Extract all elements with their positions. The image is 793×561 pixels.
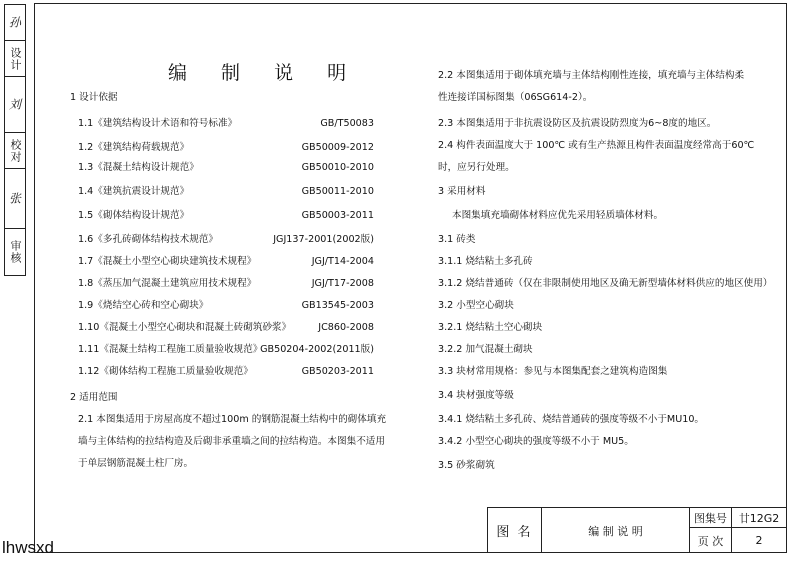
standard-code: GB50203-2011 <box>301 366 374 377</box>
left-line: 墙与主体结构的拉结构造及后砌非承重墙之间的拉结构造。本图集不适用 <box>78 436 385 447</box>
drawing-name-label: 图 名 <box>488 508 542 553</box>
reviewer-signature: 张 <box>7 192 22 205</box>
right-line: 3.1.2 烧结普通砖（仅在非限制使用地区及确无新型墙体材料供应的地区使用） <box>438 278 773 289</box>
right-line: 2.3 本图集适用于非抗震设防区及抗震设防烈度为6~8度的地区。 <box>438 118 717 129</box>
standard-code: GB50003-2011 <box>301 210 374 221</box>
standard-code: JGJ/T17-2008 <box>311 278 374 289</box>
designer-label: 设计 <box>9 46 22 71</box>
right-line: 3.2 小型空心砌块 <box>438 300 514 311</box>
standard-code: GB50204-2002(2011版) <box>260 344 374 355</box>
checker-signature: 刘 <box>7 98 22 111</box>
right-line: 2.2 本图集适用于砌体填充墙与主体结构刚性连接，填充墙与主体结构柔 <box>438 70 745 81</box>
left-line: 1.10《混凝土小型空心砌块和混凝土砖砌筑砂浆》 <box>78 322 292 333</box>
signature-strip <box>4 4 26 276</box>
left-line: 1.11《混凝土结构工程施工质量验收规范》 <box>78 344 263 355</box>
left-line: 1.9《烧结空心砖和空心砌块》 <box>78 300 209 311</box>
left-line: 2.1 本图集适用于房屋高度不超过100m 的钢筋混凝土结构中的砌体填充 <box>78 414 387 425</box>
right-line: 3 采用材料 <box>438 186 486 197</box>
left-line: 于单层钢筋混凝土柱厂房。 <box>78 458 194 469</box>
right-line: 3.4.2 小型空心砌块的强度等级不小于 MU5。 <box>438 436 634 447</box>
designer-signature: 孙 <box>7 16 22 29</box>
page-number-value: 2 <box>755 534 763 547</box>
standard-code: JC860-2008 <box>318 322 374 333</box>
page-title: 编 制 说 明 <box>168 62 361 84</box>
right-line: 时，应另行处理。 <box>438 162 515 173</box>
right-line: 性连接详国标图集（06SG614-2）。 <box>438 92 593 103</box>
standard-code: GB50011-2010 <box>301 186 374 197</box>
checker-label: 校对 <box>9 138 22 163</box>
standard-code: GB50010-2010 <box>301 162 374 173</box>
right-line: 3.4.1 烧结粘土多孔砖、烧结普通砖的强度等级不小于MU10。 <box>438 414 705 425</box>
right-line: 3.1 砖类 <box>438 234 476 245</box>
standard-code: GB/T50083 <box>320 118 374 129</box>
left-line: 1.1《建筑结构设计术语和符号标准》 <box>78 118 238 129</box>
standard-code: JGJ/T14-2004 <box>311 256 374 267</box>
right-line: 3.1.1 烧结粘土多孔砖 <box>438 256 533 267</box>
right-line: 3.2.2 加气混凝土砌块 <box>438 344 533 355</box>
right-line: 3.3 块材常用规格：参见与本图集配套之建筑构造图集 <box>438 366 668 377</box>
left-line: 1.2《建筑结构荷载规范》 <box>78 142 190 153</box>
standard-code: GB13545-2003 <box>301 300 374 311</box>
author-watermark: lhwsxd <box>2 538 54 557</box>
right-line: 3.2.1 烧结粘土空心砌块 <box>438 322 543 333</box>
left-line: 1.8《蒸压加气混凝土建筑应用技术规程》 <box>78 278 257 289</box>
atlas-number-label: 图集号 <box>690 508 732 528</box>
left-line: 1.3《混凝土结构设计规范》 <box>78 162 199 173</box>
right-line: 2.4 构件表面温度大于 100℃ 或有生产热源且构件表面温度经常高于60℃ <box>438 140 755 151</box>
title-block <box>487 507 787 553</box>
sign-cell-review-sig <box>5 169 25 229</box>
sign-cell-design-sig <box>5 5 25 41</box>
standard-code: GB50009-2012 <box>301 142 374 153</box>
sign-cell-check <box>5 133 25 169</box>
left-line: 1.4《建筑抗震设计规范》 <box>78 186 190 197</box>
page-number-label: 页 次 <box>690 528 732 553</box>
sign-cell-check-sig <box>5 77 25 133</box>
left-line: 1.6《多孔砖砌体结构技术规范》 <box>78 234 218 245</box>
reviewer-label: 审核 <box>9 240 22 264</box>
left-line: 1 设计依据 <box>70 92 118 103</box>
left-line: 1.5《砌体结构设计规范》 <box>78 210 190 221</box>
right-line: 3.4 块材强度等级 <box>438 390 514 401</box>
right-line: 3.5 砂浆砌筑 <box>438 460 495 471</box>
right-line: 本图集填充墙砌体材料应优先采用轻质墙体材料。 <box>452 210 664 221</box>
sign-cell-review <box>5 229 25 275</box>
left-line: 1.12《砌体结构工程施工质量验收规范》 <box>78 366 253 377</box>
left-line: 2 适用范围 <box>70 392 118 403</box>
drawing-name-value: 编 制 说 明 <box>542 508 690 553</box>
left-line: 1.7《混凝土小型空心砌块建筑技术规程》 <box>78 256 257 267</box>
sign-cell-design <box>5 41 25 77</box>
standard-code: JGJ137-2001(2002版) <box>273 234 374 245</box>
atlas-number-value: 廿12G2 <box>732 508 786 528</box>
